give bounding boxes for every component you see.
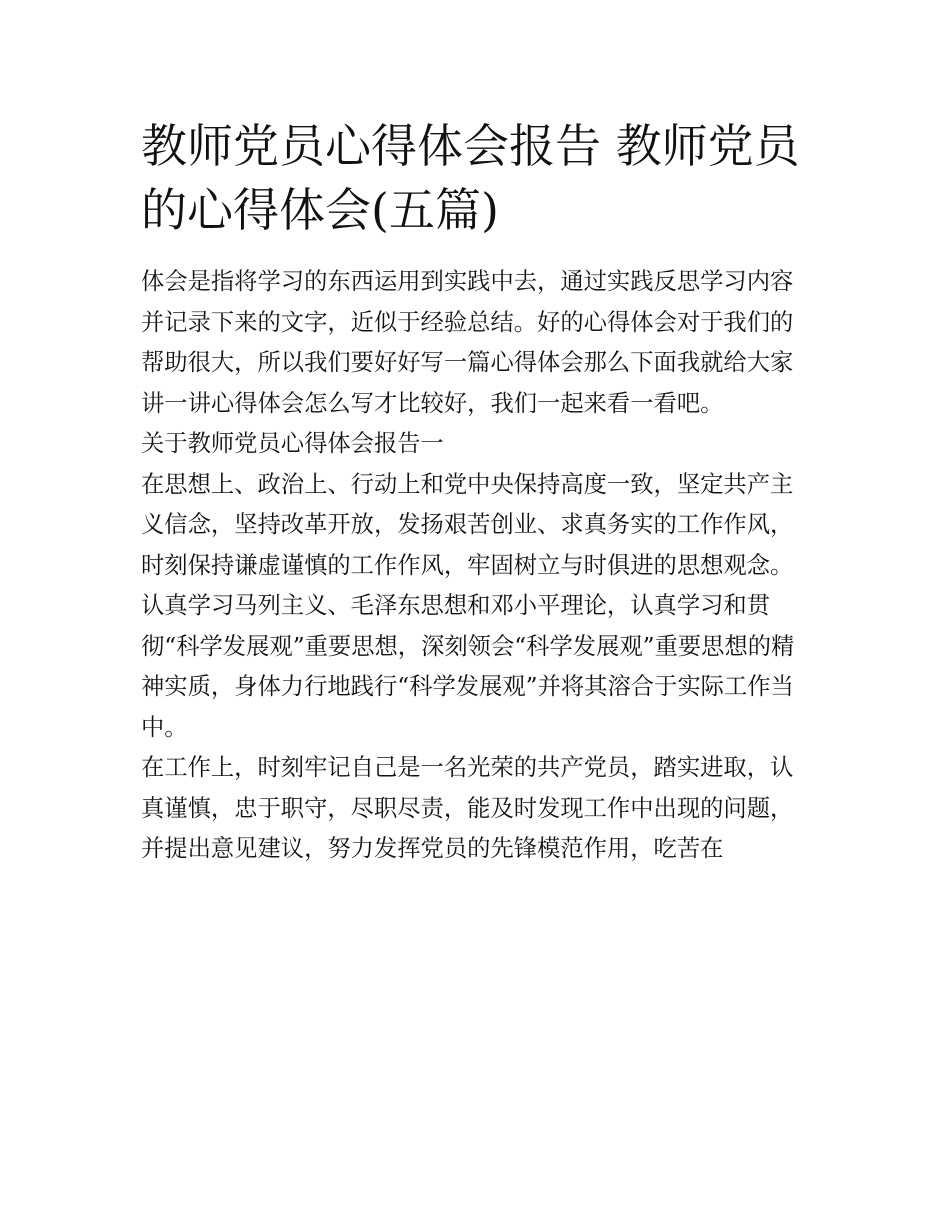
document-body [141, 114, 816, 870]
section-heading: 关于教师党员心得体会报告一 [141, 430, 444, 457]
body-paragraph: 在思想上、政治上、行动上和党中央保持高度一致，坚定共产主义信念，坚持改革开放，发扬艰苦创业、求真务实的工作作风，时刻保持谦虚谨慎的工作作风，牢固树立与时俱进的思想观念。认真学习马列主义、毛泽东思想和邓小平理论，认真学习和贯彻“科学发展观”重要思想，深刻领会“科学发展观”重要思想的精神实质，身体力行地践行“科学发展观”并将其溶合于实际工作当中。 [141, 470, 795, 741]
body-paragraph: 在工作上，时刻牢记自己是一名光荣的共产党员，踏实进取，认真谨慎，忠于职守，尽职尽责，能及时发现工作中出现的问题，并提出意见建议，努力发挥党员的先锋模范作用，吃苦在 [141, 754, 794, 862]
intro-paragraph: 体会是指将学习的东西运用到实践中去，通过实践反思学习内容并记录下来的文字，近似于经验总结。好的心得体会对于我们的帮助很大，所以我们要好好写一篇心得体会那么下面我就给大家讲一讲心得体会怎么写才比较好，我们一起来看一看吧。 [141, 268, 794, 417]
page-title: 教师党员心得体会报告 教师党员的心得体会(五篇) [141, 119, 800, 237]
